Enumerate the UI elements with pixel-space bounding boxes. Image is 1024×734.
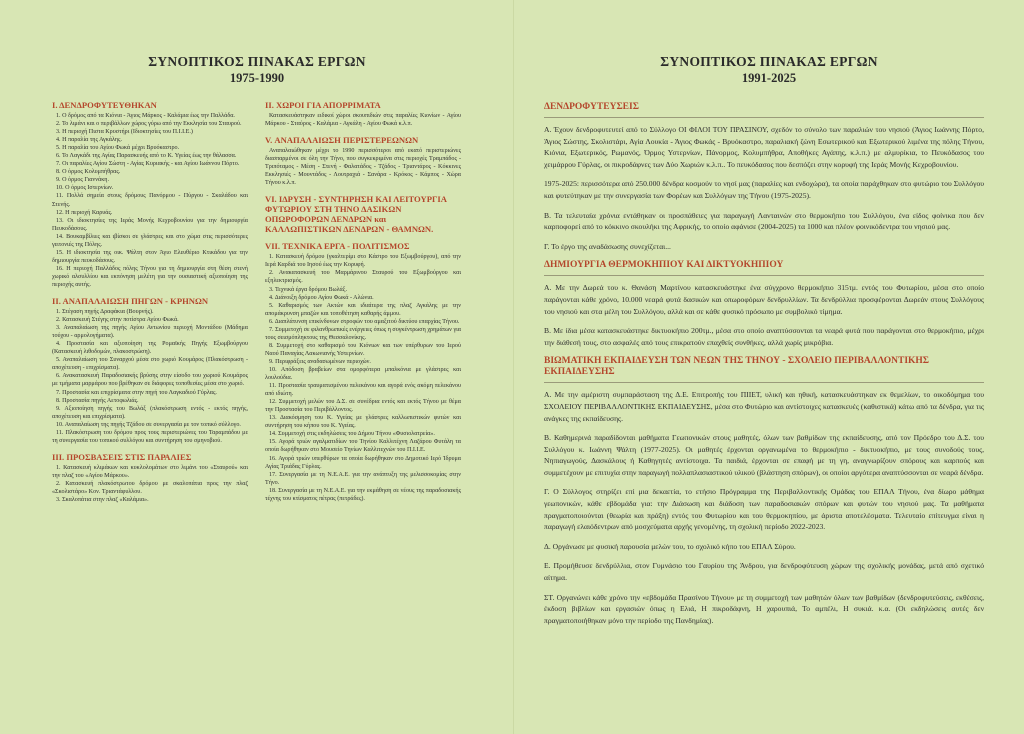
section-heading: VΙ. ΙΔΡΥΣΗ - ΣΥΝΤΗΡΗΣΗ ΚΑΙ ΛΕΙΤΟΥΡΓΙΑ ΦΥΤΩΡΙΟΥ ΣΤΗ ΤΗΝΟ ΔΑΣΙΚΩΝ ΟΠΩΡΟΦΟΡΩΝ ΔΕΝΔΡΩΝ και ΚΑΛΛΩΠΙΣΤΙΚΩΝ ΔΕΝΔΡΩΝ - ΘΑΜΝΩΝ.: [265, 194, 447, 235]
list-item: 13. Οι ιδιοκτησίες της Ιεράς Μονής Κεχροβουνίου για την δημιουργία Πευκοδάσους.: [52, 217, 248, 232]
paragraph: ΣΤ. Οργανώνει κάθε χρόνο την «εβδομάδα Πρασίνου Τήνου» με τη συμμετοχή των μαθητών όλων των βαθμίδων (δενδροφυτεύσεις, εκθέσεις, έκδοση βιβλίων και εργασιών όπως η Ελιά, Η πικροδάφνη, Η χαρουπιά, Το αμπέλι, Η συκιά. κ.α. (Οι εκδηλώσεις αυτές δεν πραγματοποιήθηκαν μόνο την περίοδο της Πανδημίας).: [544, 592, 984, 625]
list-item: 8. Προστασία πηγής Αετοφωλιάς.: [56, 397, 139, 404]
right-page: [514, 0, 1024, 734]
right-column: [544, 102, 984, 730]
left-title-block: [0, 54, 514, 86]
list-item: 4. Διάνοιξη δρόμου Αγίου Φωκά - Αλώνια.: [269, 294, 374, 301]
paragraph: Ε. Προμήθευσε δενδρύλλια, στον Γυμνάσιο του Γαυρίου της Άνδρου, για δενδροφύτευση χώρων της σχολικής μονάδας, μετά από σχετικό αίτημα.: [544, 561, 984, 583]
list-item: 16. Αγορά τριών υπερθύρων τα οποία δωρήθηκαν στο Δημοτικό Ιερό Ίδρυμα Αγίας Τριάδας Γύρλας.: [265, 455, 461, 470]
paragraph: Γ. Ο Σύλλογος στηρίζει επί μια δεκαετία, το ετήσιο Πρόγραμμα της Περιβαλλοντικής Ομάδας του ΕΠΑΛ Τήνου, ένα δίωρο μάθημα γεωπονικών, κάθε εβδομάδα για: την Διάσωση και διάδοση των παραδοσιακών σπόρων και φυτών του νησιού μας. Τα μαθήματα πραγματοποιούνται (θεωρία και πράξη) εντός του Φυτωρίου και του θερμοκηπίου, με άριστα αποτελέσματα. Τελευταίο επίτευγμα είναι η παραγωγή ελαιόδεντρων από μοσχεύματα αρχής γενομένης, τη σχολική περίοδο 2022-2023.: [544, 487, 984, 532]
list-item: 10. Αναπαλαίωση της πηγής Τζάδου σε συνεργασία με τον τοπικό σύλλογο.: [56, 421, 241, 428]
list-item: 9. Περιφράξεις αναδασωμένων περιοχών.: [269, 358, 371, 365]
list-item: 12. Η περιοχή Καρυάς.: [56, 209, 113, 216]
list-item: 18. Συνεργασία με τη Ν.Ε.Α.Ε. για την εκμάθηση σε νέους της παραδοσιακής τέχνης του κτίσματος πέτρας (πετράδες).: [265, 487, 461, 502]
section-heading: V. ΑΝΑΠΑΛΑΙΩΣΗ ΠΕΡΙΣΤΕΡΕΩΝΩΝ: [265, 135, 419, 146]
list-item: 9. Αξιοποίηση πηγής του Βωλάξ (πλακόστρωση εντός - εκτός πηγής, αποχέτευση και επιχρίσματα).: [52, 405, 248, 420]
list-item: 15. Η ιδιοκτησία της οικ. Ψάλτη στον Άγιο Ελευθέριο Κτικάδου για την δημιουργία πευκοδάσους.: [52, 249, 248, 264]
list-item: 13. Διακόσμηση του Κ. Υγείας με γλάστρες καλλωπιστικών φυτών και συντήρηση του κήπου του Κ. Υγείας.: [265, 415, 461, 430]
left-period: 1975-1990: [229, 71, 285, 85]
list-item: 4. Η παραλία της Αγκάλης.: [56, 137, 122, 144]
list-item: 11. Πολλά σημεία στους δρόμους Πανόρμου - Πύργου - Σκαλάδου και Στενής.: [52, 193, 248, 208]
section-heading: ΙΙ. ΧΩΡΟΙ ΓΙΑ ΑΠΟΡΡΙΜΑΤΑ: [265, 100, 381, 110]
section-rule: [544, 382, 984, 383]
list-item: 10. Απόδοση βραβείων στα ομορφότερα μπαλκόνια με γλάστρες και λουλούδια.: [265, 366, 461, 382]
list-item: 12. Συμμετοχή μελών του Δ.Σ. σε συνέδρια εντός και εκτός Τήνου με θέμα την Προστασία του Περιβάλλοντος.: [265, 399, 461, 414]
list-item: 3. Αναπαλαίωση της πηγής Αγίου Αντωνίου περιοχή Μοντάδου (Μάδημα τούχου - αρμολογήματα).: [52, 325, 248, 340]
list-item: 3. Τεχνικά έργα δρόμου Βωλάξ.: [269, 286, 347, 293]
list-item: 16. Η περιοχή Παλλάδος πόλης Τήνου για τη δημιουργία στη θέση στενή χωρικό αλσυλλίου και εκπόνηση μελέτη για την ουσιαστική αξιοποίηση της περιοχής αυτής.: [52, 265, 248, 288]
list-item: 17. Συνεργασία με τη Ν.Ε.Α.Ε. για την ανάπτυξη της μελισσοκομίας στην Τήνο.: [265, 471, 461, 486]
list-item: 6. Το Λαγκάδι της Αγίας Παρασκευής από το Κ. Υγείας έως την θάλασσα.: [56, 153, 237, 160]
right-title: ΣΥΝΟΠΤΙΚΟΣ ΠΙΝΑΚΑΣ ΕΡΓΩΝ: [660, 54, 878, 69]
list-item: 2. Το λιμάνι και ο περιβάλλων χώρος γύρω από την Εκκλησία του Σταυρού.: [56, 121, 242, 128]
left-column-1: [52, 100, 248, 730]
section-rule: [544, 117, 984, 118]
list-item: 10. Ο όρμος Ιστερνίων.: [56, 185, 114, 192]
list-item: 11. Πλακόστρωση του δρόμου προς τους περιστεριώνες του Ταραμπάδου με τη συνεργασία του τοπικού συλλόγου και συντήρηση του σμηνοβιού.: [52, 429, 248, 444]
section-heading: ΔΕΝΔΡΟΦΥΤΕΥΣΕΙΣ: [544, 102, 639, 112]
right-period: 1991-2025: [741, 71, 797, 85]
list-item: 7. Συμμετοχή σε φιλανθρωπικές ενέργειες όπως η συγκέντρωση χρημάτων για τους σεισμόπληκτους της Θεσσαλονίκης.: [265, 326, 461, 341]
section-heading: Ι. ΔΕΝΔΡΟΦΥΤΕΥΘΗΚΑΝ: [52, 100, 157, 110]
section-heading: ΙΙΙ. ΠΡΟΣΒΑΣΕΙΣ ΣΤΙΣ ΠΑΡΑΛΙΕΣ: [52, 451, 192, 462]
list-item: 3. Η περιοχή Πιστα Κρυστήρι (Ιδιοκτησίες του Π.Ι.Ι.Ε.): [56, 129, 193, 136]
list-item: Αναπαλαιώθηκαν μέχρι το 1990 περισσότεροι από εκατό περιστεριώνες διασπαρμένοι σε όλη την Τήνο, που συγκεκριμένα στις περιοχές Τραμπάδος - Τριπόταμος - Μέση - Στενή - Φαλατάδος - Τζάδος - Τριαντάρος - Κόκκινες Εκκλησιές - Μουντάδος - Λουτραχιά - Σανάρα - Κρόκος - Κάμπος - Χώρα Τήνου κ.λ.π.: [265, 148, 461, 187]
list-item: 8. Ο όρμος Κολυμπήθρας.: [56, 169, 121, 176]
left-column-2: [265, 100, 461, 730]
list-item: 2. Κατασκευή πλακόστρωτου δρόμου με σκαλοπάτια προς την πλαζ «Σκολιστάρο» Κον. Τριαντάφυλλου.: [52, 480, 248, 495]
list-item: 15. Αγορά τριών αγαλματιδίων του Τηνίου Καλλιτέχνη Λαζάρου Φυτάλη τα οποία δωρήθηκαν στο Μουσείο Τηνίων Καλλιτεχνών του Π.Ι.Ι.Ε.: [265, 439, 461, 454]
right-title-block: [514, 54, 1024, 86]
list-item: 11. Προστασία τραυματισμένου πελεκάνου και αγορά ενός ακόμη πελεκάνου από ιδιώτη.: [265, 383, 461, 398]
list-item: 2. Κατασκευή Στέγης στην ποτίστρα Αγίου Φωκά.: [56, 317, 179, 324]
list-item: 1. Ο δρόμος από τα Κιόνια - Άγιος Μάρκος - Καλάμια έως την Παλλάδα.: [56, 113, 235, 119]
list-item: 1. Κατασκευή δρόμου (γκαλτερίμι στο Κάστρο του Εξωμβούργου), από την Ιερά Καρδιά του Ιησού έως την Κορυφή.: [265, 254, 461, 269]
list-item: 5. Καθαρισμός των Ακτών και ιδιαίτερα της πλαζ Αγκάλης με την απομάκρυνση μπαζών και τοποθέτηση καθαρής άμμου.: [265, 302, 461, 317]
list-item: 8. Συμμετοχή στο καθαρισμό του Κιόνιων και των υπέρθυρων του Ιερού Ναού Παναγίας Λακωνιανής Υστερνίων.: [265, 342, 461, 357]
list-item: Κατασκευάστηκαν ειδικοί χώροι σκουπιδιών στις παραλίες Κιονίων - Αγίου Μάρκου - Σταύρος - Καλάμια - Αγκάλη - Αγίου Φωκά κ.λ.π.: [265, 113, 461, 128]
section-heading: VII. ΤΕΧΝΙΚΑ ΕΡΓΑ - ΠΟΛΙΤΙΣΜΟΣ: [265, 241, 410, 252]
section-heading: ΙΙ. ΑΝΑΠΑΛΑΙΩΣΗ ΠΗΓΩΝ - ΚΡΗΝΩΝ: [52, 296, 209, 307]
paragraph: Α. Έχουν δενδροφυτευτεί από το Σύλλογο ΟΙ ΦΙΛΟΙ ΤΟΥ ΠΡΑΣΙΝΟΥ, σχεδόν το σύνολο των παραλιών του νησιού (Άγιος Ιωάννης Πόρτο, Άγιος Σώστης, Σκολιστάρι, Αγία Λουκία - Άγιος Φωκάς - Βρυόκαστρο, παραλιακή ζώνη Εσωτερικού και Εξωτερικού λιμένα της πόλης Τήνου, Κιόνια, Εξωτερικός, Ρωμανός, Όρμος Υστερνίων, Πάνορμος, Κολυμπήθρα, Αποθήκες Αγάπης, κ.λ.π.) με αλμυρίκια, το Πευκόδασος του χειμάρρου Γύρλας, οι πικροδάφνες των Δύο Χωριών κ.λ.π.. Το πευκόδασος που δεσπόζει στην κορυφή της Ιεράς Μονής Κεχροβουνίου.: [544, 125, 984, 169]
list-item: 4. Προστασία και αξιοποίηση της Ρομαϊκής Πηγής Εξωμβούργου (Κατασκευή λιθοδομών, πλακοστρώση).: [52, 341, 248, 356]
section-rule: [544, 275, 984, 276]
list-item: 2. Ανακατασκευή του Μαρμάρινου Σταυρού του Εξωμβούργου και εξηλεκτρισμός.: [265, 270, 461, 285]
list-item: 1. Στέγαση πηγής Δραφάκια (Βουρνής).: [56, 309, 154, 316]
list-item: 14. Βουκαμβίλιες και ιβίσκοι σε γλάστρες και στο χώμα στις περισσότερες γειτονιές της Πόλης.: [52, 233, 248, 248]
paragraph: Δ. Οργάνωσε με φυσική παρουσία μελών του, το σχολικό κήπο του ΕΠΑΛ Σύρου.: [544, 541, 796, 551]
paragraph: 1975-2025: περισσότερα από 250.000 δένδρα κοσμούν το νησί μας (παραλίες και ενδοχώρα), τα οποία παράχθηκαν στο φυτώριο του Συλλόγου και φυτεύτηκαν με την συνεργασία των Φορέων και Συλλόγων της Τήνου (1975-2025).: [544, 179, 984, 200]
list-item: 6. Διαπλάτυνση επικίνδυνων στροφών του αμαξιτού δικτύου επαρχίας Τήνου.: [269, 318, 460, 325]
paragraph: Α. Με την Δωρεά του κ. Θανάση Μαρτίνου κατασκευάστηκε ένα σύγχρονο θερμοκήπιο 315τμ. εντός του Φυτωρίου, μέσα στο οποίο παράγονται κάθε χρόνο, 10.000 νεαρά φυτά δασικών και οπωροφόρων δενδρυλλίων. Τα δενδρύλλια προσφέρονται Δωρεάν στους Συλλόγους του νησιού και στα μέλη του Συλλόγου, αλλά και σε κάθε φυσικό πρόσωπο με συμβολικό τίμημα.: [544, 283, 984, 316]
list-item: 5. Αναπαλαίωση του Συναρχού μέσα στο χωριό Κουμάρος (Πλακόστρωση - αποχέτευση - επιχρίσματα).: [52, 357, 248, 372]
list-item: 1. Κατασκευή κλιμάκων και κυκλολομάτων στο λιμάνι του «Σταυρού» και την πλαζ του «Αγίου Μάρκου».: [52, 464, 248, 479]
list-item: 7. Προστασία και επιχρίσματα στην πηγή του Λαγκαδιού Γύρλας.: [56, 389, 217, 396]
paragraph: Β. Τα τελευταία χρόνια εντάθηκαν οι προσπάθειες για παραγωγή Λανταινών στο θερμοκήπιο του Συλλόγου, ένα είδος φοίνικα που δεν καρποφορεί από το κόκκινο σκουλήκι της Αφρικής, το οποίο αφάνισε (2004-2025) τα 1000 και πλέον φοινικόδεντρα του νησιού μας.: [544, 210, 984, 232]
paragraph: Β. Με ίδια μέσα κατασκευάστηκε δικτυοκήπιο 200τμ., μέσα στο οποίο αναπτύσσονται τα νεαρά φυτά που παράγονται στο θερμοκήπιο, μέχρι την διάθεσή τους, στο ασφαλές από τους επικρατούν επαχθείς συνθήκες, αλλά χωρίς μικρόβια.: [544, 326, 984, 347]
paragraph: Β. Καθημερινά παραδίδονται μαθήματα Γεωπονικών στους μαθητές, όλων των βαθμίδων της εκπαίδευσης, από τον Πρόεδρο του Δ.Σ. του Συλλόγου κ. Ιωάννη Ψάλτη (1977-2025). Οι μαθητές έρχονται οργανωμένα το θερμοκήπιο - δικτυοκήπιο, με τους συνοδούς τους, Νηπιαγωγούς, Δασκάλους ή Καθηγητές αντίστοιχα. Τα παιδιά, έρχονται σε επαφή με τη γη, αναγνωρίζουν σπόρους και καρπούς και συμμετέχουν με επιτυχία στην παραγωγή πολλαπλασιαστικού υλικού (βλάστηση σπόρων), οι οποίοι αργότερα αναπτύσσονται σε νεαρά δένδρα.: [544, 433, 984, 477]
paragraph: Α. Με την αμέριστη συμπαράσταση της Δ.Ε. Επιτροπής του ΠΙΙΕΤ, υλική και ηθική, κατασκευάστηκαν εκ θεμελίων, το οικοδόμημα του ΣΧΟΛΕΙΟΥ ΠΕΡΙΒΑΛΛΟΝΤΙΚΗΣ ΕΚΠΑΙΔΕΥΣΗΣ, μέσα στο Φυτώριο και αντίστοιχες κατασκευές (καθιστικά) κάτω από τα δένδρα, για τις ανάγκες της εκπαίδευσης.: [544, 390, 984, 423]
list-item: 7. Οι παραλίες Αγίου Σώστη - Αγίας Κυριακής - και Αγίου Ιωάννου Πόρτο.: [56, 161, 240, 168]
list-item: 5. Η παραλία του Αγίου Φωκά μέχρι Βρυόκαστρο.: [56, 145, 180, 152]
list-item: 6. Ανακατασκευή Παραδοσιακής βρύσης στην είσοδο του χωριού Κουμάρος με τμήματα μαρμάρου που βρέθηκαν σε διάφορες τοποθεσίες μέσα στο χωριό.: [52, 373, 248, 388]
list-item: 9. Ο όρμος Γιαννάκη.: [56, 177, 109, 184]
section-heading: ΔΗΜΙΟΥΡΓΙΑ ΘΕΡΜΟΚΗΠΙΟΥ ΚΑΙ ΔΙΚΤΥΟΚΗΠΙΟΥ: [544, 260, 784, 271]
left-title: ΣΥΝΟΠΤΙΚΟΣ ΠΙΝΑΚΑΣ ΕΡΓΩΝ: [148, 54, 366, 69]
list-item: 3. Σκαλοπάτια στην πλαζ «Καλάμια».: [56, 497, 149, 504]
section-heading: ΒΙΩΜΑΤΙΚΗ ΕΚΠΑΙΔΕΥΣΗ ΤΩΝ ΝΕΩΝ ΤΗΣ ΤΗΝΟΥ - ΣΧΟΛΕΙΟ ΠΕΡΙΒΑΛΛΟΝΤΙΚΗΣ ΕΚΠΑΙΔΕΥΣΗΣ: [544, 356, 930, 378]
paragraph: Γ. Το έργο της αναδάσωσης συνεχίζεται...: [544, 241, 671, 251]
list-item: 14. Συμμετοχή στις εκδηλώσεις του Δήμου Τήνου «Φυσιολατρεία».: [269, 431, 435, 438]
